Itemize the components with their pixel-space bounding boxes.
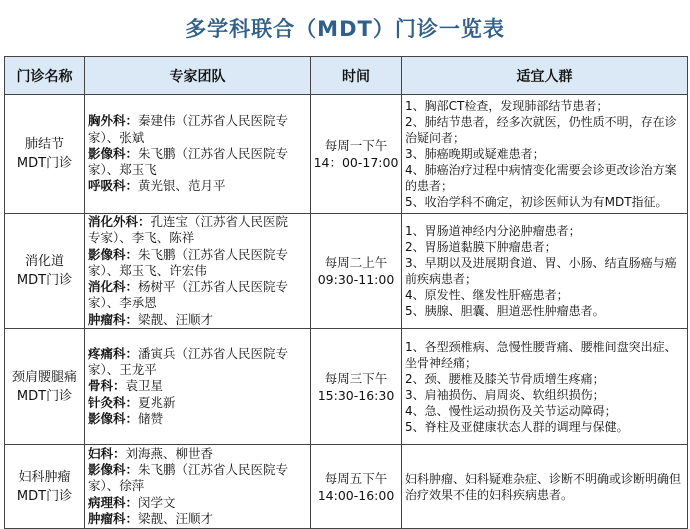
expert-line <box>88 295 308 311</box>
expert-names: 家）、郑玉飞 <box>88 162 157 178</box>
time-line: 每周一下午 <box>324 138 388 153</box>
expert-team-cell <box>85 95 311 214</box>
expert-line <box>88 312 308 328</box>
table-row <box>5 445 688 529</box>
suitable-item: 1、胸部CT检查，发现肺部结节患者； <box>405 99 609 113</box>
time-line: 15:30-16:30 <box>317 387 395 403</box>
suitable-population-cell <box>402 329 688 445</box>
expert-line <box>88 146 308 162</box>
time-line: 14:00-16:00 <box>317 487 395 503</box>
expert-names: 家）、李承恩 <box>88 295 157 311</box>
suitable-item: 3、早期以及进展期食道、胃、小肠、结直肠癌与癌前疾病患者； <box>405 256 677 287</box>
table-header-row <box>5 57 688 95</box>
expert-names: 梁靓、汪顺才 <box>138 311 214 327</box>
expert-line <box>88 478 308 494</box>
suitable-item: 2、胃肠道黏膜下肿瘤患者； <box>405 240 557 255</box>
expert-names: 梁靓、汪顺才 <box>138 511 214 527</box>
suitable-item: 5、脊柱及亚健康状态人群的调理与保健。 <box>405 419 629 434</box>
title-bar <box>0 0 690 56</box>
expert-line <box>88 378 308 394</box>
suitable-item: 4、原发性、继发性肝癌患者； <box>405 288 569 303</box>
clinic-name-line: MDT门诊 <box>16 273 73 289</box>
expert-department: 妇科： <box>88 445 126 461</box>
expert-department: 影像科： <box>88 145 139 161</box>
time-cell <box>311 329 402 445</box>
clinic-name-cell <box>5 214 85 329</box>
expert-line <box>88 263 308 279</box>
expert-names: 刘海燕、柳世香 <box>125 445 214 461</box>
suitable-item: 1、胃肠道神经内分泌肿瘤患者； <box>405 224 581 239</box>
suitable-population-cell <box>402 214 688 329</box>
expert-team-cell <box>85 329 311 445</box>
header-time: 时间 <box>311 57 402 95</box>
expert-department: 肿瘤科： <box>88 511 139 527</box>
suitable-population-cell <box>402 445 688 529</box>
clinic-name-cell <box>5 445 85 529</box>
clinic-name-line: 颈肩腰腿痛 <box>11 369 77 385</box>
expert-line <box>88 346 308 362</box>
clinic-name-line: MDT门诊 <box>16 156 73 171</box>
suitable-item: 2、颈、腰椎及膝关节骨质增生疼痛； <box>405 371 605 386</box>
expert-line <box>88 113 308 129</box>
expert-department: 影像科： <box>88 411 139 427</box>
expert-line <box>88 230 308 246</box>
time-line: 每周五下午 <box>324 470 388 486</box>
table-body <box>5 95 688 529</box>
expert-names: 夏兆新 <box>138 394 176 410</box>
table-row <box>5 95 688 214</box>
expert-department: 针灸科： <box>88 394 139 410</box>
expert-line <box>88 495 308 511</box>
expert-line <box>88 446 308 462</box>
expert-line <box>88 214 308 230</box>
expert-names: 朱飞鹏（江苏省人民医院专 <box>138 462 289 478</box>
expert-line <box>88 411 308 427</box>
clinic-name-line: 妇科肿瘤 <box>18 469 71 485</box>
time-cell <box>311 445 402 529</box>
expert-names: 专家）、李飞、陈祥 <box>88 230 195 246</box>
suitable-item: 4、急、慢性运动损伤及关节运动障碍； <box>405 403 617 418</box>
suitable-item: 2、肺结节患者，经多次就医，仍性质不明，存在诊治疑问者； <box>405 115 677 145</box>
expert-names: 潘寅兵（江苏省人民医院专 <box>138 345 289 361</box>
expert-names: 朱飞鹏（江苏省人民医院专 <box>138 246 289 262</box>
expert-department: 疼痛科： <box>88 345 139 361</box>
expert-line <box>88 395 308 411</box>
expert-line <box>88 362 308 378</box>
time-line: 09:30-11:00 <box>317 272 395 288</box>
time-cell <box>311 95 402 214</box>
time-cell <box>311 214 402 329</box>
expert-line <box>88 247 308 263</box>
expert-line <box>88 279 308 295</box>
expert-names: 杨树平（江苏省人民医院专 <box>138 279 289 295</box>
expert-team-cell <box>85 445 311 529</box>
expert-names: 家）、张斌 <box>88 129 145 145</box>
expert-line <box>88 162 308 178</box>
time-line: 每周二上午 <box>324 255 388 271</box>
table-row <box>5 214 688 329</box>
suitable-item: 5、胰腺、胆囊、胆道恶性肿瘤患者。 <box>405 304 605 319</box>
clinic-name-line: 肺结节 <box>24 137 64 152</box>
expert-names: 黄光银、范月平 <box>138 178 226 194</box>
suitable-item: 3、肩袖损伤、肩周炎、软组织损伤； <box>405 387 605 402</box>
expert-department: 影像科： <box>88 462 139 478</box>
expert-department: 胸外科： <box>88 113 139 129</box>
expert-department: 消化科： <box>88 279 139 295</box>
suitable-item: 4、肺癌治疗过程中病情变化需要会诊更改诊治方案的患者； <box>405 163 677 193</box>
header-suitable: 适宜人群 <box>402 57 688 95</box>
expert-department: 骨科： <box>88 378 126 394</box>
expert-names: 袁卫星 <box>125 378 164 394</box>
header-experts: 专家团队 <box>85 57 311 95</box>
expert-names: 闵学文 <box>138 494 176 510</box>
clinic-name-cell <box>5 95 85 214</box>
clinic-name-line: MDT门诊 <box>16 488 73 504</box>
expert-department: 呼吸科： <box>88 178 139 194</box>
expert-names: 秦建伟（江苏省人民医院专 <box>138 113 289 129</box>
expert-names: 家）、郑玉飞、许宏伟 <box>88 262 207 278</box>
expert-department: 消化外科： <box>88 214 151 229</box>
time-line: 14：00-17:00 <box>313 155 399 170</box>
suitable-item: 5、收治学科不确定，初诊医师认为有MDT指征。 <box>405 195 668 209</box>
header-clinic: 门诊名称 <box>5 57 85 95</box>
clinic-name-line: MDT门诊 <box>16 388 73 404</box>
clinic-name-line: 消化道 <box>24 254 64 270</box>
expert-names: 孔连宝（江苏省人民医院 <box>150 214 289 229</box>
suitable-item: 3、肺癌晚期或疑难患者； <box>405 147 545 161</box>
table-row <box>5 329 688 445</box>
expert-names: 家）、王龙平 <box>88 362 157 378</box>
expert-department: 影像科： <box>88 246 139 262</box>
clinic-name-cell <box>5 329 85 445</box>
expert-names: 家）、徐萍 <box>88 478 145 494</box>
expert-team-cell <box>85 214 311 329</box>
suitable-item: 1、各型颈椎病、急慢性腰背痛、腰椎间盘突出症、坐骨神经痛； <box>405 339 677 370</box>
suitable-item: 妇科肿瘤、妇科疑难杂症、诊断不明确或诊断明确但治疗效果不佳的妇科疾病患者。 <box>405 471 682 502</box>
expert-line <box>88 130 308 146</box>
suitable-population-cell <box>402 95 688 214</box>
expert-line <box>88 462 308 478</box>
expert-line <box>88 511 308 527</box>
expert-names: 朱飞鹏（江苏省人民医院专 <box>138 145 289 161</box>
expert-department: 肿瘤科： <box>88 311 139 327</box>
expert-names: 储赞 <box>138 411 164 427</box>
expert-department: 病理科： <box>88 494 139 510</box>
mdt-table <box>4 56 688 529</box>
page-title: 多学科联合（MDT）门诊一览表 <box>185 17 505 41</box>
time-line: 每周三下午 <box>324 370 388 386</box>
expert-line <box>88 178 308 194</box>
